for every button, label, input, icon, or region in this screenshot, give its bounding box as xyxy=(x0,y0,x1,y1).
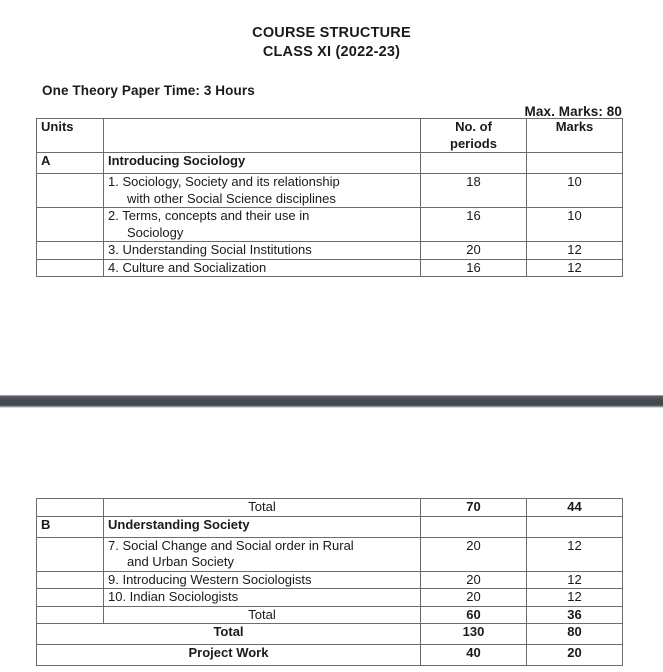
marks-value: 10 xyxy=(527,208,623,242)
periods-value xyxy=(421,153,527,174)
subtotal-label: Total xyxy=(104,606,421,624)
table-row xyxy=(37,516,623,537)
project-work-label: Project Work xyxy=(37,645,421,666)
column-header-units: Units xyxy=(37,119,104,153)
page-break-separator xyxy=(0,395,663,408)
grand-total-label: Total xyxy=(37,624,421,645)
table-row xyxy=(37,537,623,571)
unit-heading: Understanding Society xyxy=(104,516,421,537)
marks-value: 12 xyxy=(527,259,623,277)
topic-description-line2: and Urban Society xyxy=(127,554,234,569)
marks-value: 12 xyxy=(527,537,623,571)
table-row xyxy=(37,645,623,666)
table-row xyxy=(37,624,623,645)
marks-value: 12 xyxy=(527,589,623,607)
marks-value: 12 xyxy=(527,242,623,260)
topic-description: 4. Culture and Socialization xyxy=(104,259,421,277)
topic-description-line1: 7. Social Change and Social order in Rural xyxy=(108,537,354,553)
periods-value: 130 xyxy=(421,624,527,645)
course-structure-table-part-b xyxy=(36,498,623,666)
topic-description: 10. Indian Sociologists xyxy=(104,589,421,607)
marks-value xyxy=(527,153,623,174)
column-header-periods-line2: periods xyxy=(450,135,497,151)
table-row xyxy=(37,242,623,260)
periods-value: 60 xyxy=(421,606,527,624)
unit-code xyxy=(37,174,104,208)
periods-value: 70 xyxy=(421,499,527,517)
unit-code xyxy=(37,242,104,260)
periods-value: 16 xyxy=(421,259,527,277)
marks-value: 36 xyxy=(527,606,623,624)
periods-value: 20 xyxy=(421,571,527,589)
unit-code xyxy=(37,499,104,517)
unit-code: A xyxy=(37,153,104,174)
table-row xyxy=(37,606,623,624)
unit-code xyxy=(37,537,104,571)
table-row xyxy=(37,259,623,277)
topic-description-line2: with other Social Science disciplines xyxy=(127,190,336,206)
max-marks-label: Max. Marks: 80 xyxy=(524,104,622,119)
unit-code xyxy=(37,606,104,624)
periods-value: 16 xyxy=(421,208,527,242)
marks-value: 20 xyxy=(527,645,623,666)
topic-description: 9. Introducing Western Sociologists xyxy=(104,571,421,589)
periods-value: 20 xyxy=(421,589,527,607)
marks-value: 12 xyxy=(527,571,623,589)
periods-value: 40 xyxy=(421,645,527,666)
column-header-periods-line1: No. of xyxy=(455,119,492,134)
topic-description xyxy=(104,537,421,571)
table-header-row xyxy=(37,119,623,153)
course-structure-table-part-a xyxy=(36,118,623,277)
table-row xyxy=(37,589,623,607)
marks-value: 80 xyxy=(527,624,623,645)
table-row xyxy=(37,571,623,589)
table-row xyxy=(37,174,623,208)
page-subtitle: CLASS XI (2022-23) xyxy=(262,44,401,60)
unit-code xyxy=(37,589,104,607)
marks-value xyxy=(527,516,623,537)
topic-description xyxy=(104,174,421,208)
column-header-description xyxy=(104,119,421,153)
periods-value: 20 xyxy=(421,242,527,260)
table-row xyxy=(37,208,623,242)
unit-heading: Introducing Sociology xyxy=(104,153,421,174)
marks-value: 44 xyxy=(527,499,623,517)
table-row xyxy=(37,499,623,517)
topic-description-line1: 1. Sociology, Society and its relationship xyxy=(108,174,340,189)
topic-description: 3. Understanding Social Institutions xyxy=(104,242,421,260)
unit-code xyxy=(37,571,104,589)
unit-code xyxy=(37,259,104,277)
subtotal-label: Total xyxy=(104,499,421,517)
periods-value xyxy=(421,516,527,537)
topic-description xyxy=(104,208,421,242)
table-row xyxy=(37,153,623,174)
periods-value: 18 xyxy=(421,174,527,208)
column-header-marks: Marks xyxy=(527,119,623,153)
periods-value: 20 xyxy=(421,537,527,571)
marks-value: 10 xyxy=(527,174,623,208)
unit-code xyxy=(37,208,104,242)
column-header-periods xyxy=(421,119,527,153)
paper-time-label: One Theory Paper Time: 3 Hours xyxy=(42,83,255,98)
topic-description-line1: 2. Terms, concepts and their use in xyxy=(108,208,310,223)
unit-code: B xyxy=(37,516,104,537)
topic-description-line2: Sociology xyxy=(127,224,184,240)
page-title: COURSE STRUCTURE xyxy=(252,25,411,41)
